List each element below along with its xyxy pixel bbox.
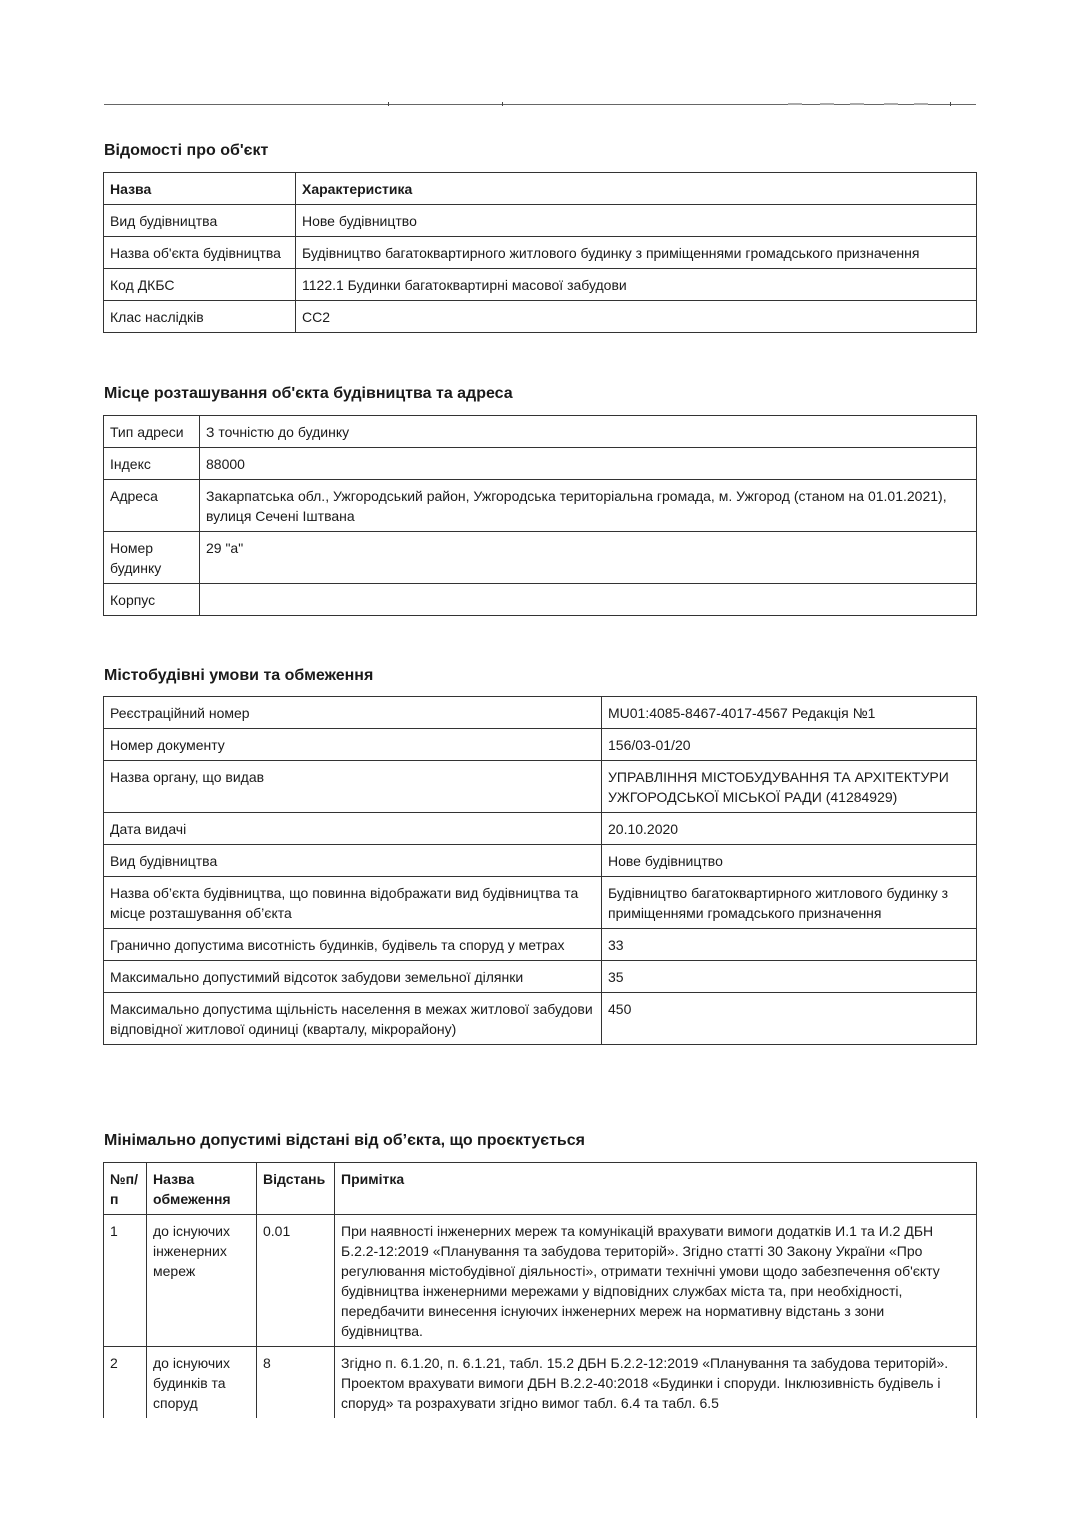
row-value: 450 — [602, 993, 977, 1045]
row-value: Нове будівництво — [296, 205, 977, 237]
location-table — [103, 415, 977, 616]
row-name: Номер будинку — [104, 532, 200, 584]
row-value: УПРАВЛІННЯ МІСТОБУДУВАННЯ ТА АРХІТЕКТУРИ УЖГОРОДСЬКОЇ МІСЬКОЇ РАДИ (41284929) — [602, 761, 977, 813]
row-value: З точністю до будинку — [200, 416, 977, 448]
rule-dash — [914, 103, 928, 105]
rule-dash — [884, 103, 898, 105]
row-name: Корпус — [104, 584, 200, 616]
row-name: Дата видачі — [104, 813, 602, 845]
row-value: 156/03-01/20 — [602, 729, 977, 761]
row-name: Код ДКБС — [104, 269, 296, 301]
table-row — [104, 301, 977, 333]
rule-dash — [788, 103, 802, 105]
row-name: Тип адреси — [104, 416, 200, 448]
table-row — [104, 1215, 977, 1347]
row-name: Вид будівництва — [104, 845, 602, 877]
header-num: №п/п — [104, 1163, 147, 1215]
rule-tick — [950, 102, 951, 106]
row-value: 1122.1 Будинки багатоквартирні масової забудови — [296, 269, 977, 301]
rule-dash — [850, 103, 864, 105]
row-name: Клас наслідків — [104, 301, 296, 333]
conditions-table — [103, 696, 977, 1045]
row-value: Закарпатська обл., Ужгородський район, Ужгородська територіальна громада, м. Ужгород (станом на 01.01.2021), вулиця Сечені Іштвана — [200, 480, 977, 532]
row-name: Реєстраційний номер — [104, 697, 602, 729]
row-name: Вид будівництва — [104, 205, 296, 237]
row-name: Назва об'єкта будівництва — [104, 237, 296, 269]
table-row — [104, 845, 977, 877]
row-name: Адреса — [104, 480, 200, 532]
table-header-row — [104, 1163, 977, 1215]
section-title-object-info: Відомості про об'єкт — [104, 142, 269, 159]
row-value: СС2 — [296, 301, 977, 333]
row-value: 88000 — [200, 448, 977, 480]
section-title-distances: Мінімально допустимі відстані від об’єкта, що проєктується — [104, 1132, 585, 1149]
row-value: 35 — [602, 961, 977, 993]
row-name: Номер документу — [104, 729, 602, 761]
row-name: Назва об’єкта будівництва, що повинна відображати вид будівництва та місце розташування об’єкта — [104, 877, 602, 929]
table-row — [104, 961, 977, 993]
header-value: Характеристика — [296, 173, 977, 205]
table-row — [104, 532, 977, 584]
header-distance: Відстань — [257, 1163, 335, 1215]
row-value: Будівництво багатоквартирного житлового будинку з приміщеннями громадського призначення — [296, 237, 977, 269]
row-distance: 0.01 — [257, 1215, 335, 1347]
table-row — [104, 480, 977, 532]
table-row — [104, 237, 977, 269]
table-row — [104, 584, 977, 616]
row-name: до існуючих інженерних мереж — [147, 1215, 257, 1347]
rule-tick — [388, 102, 389, 106]
row-value: MU01:4085-8467-4017-4567 Редакція №1 — [602, 697, 977, 729]
row-value: 20.10.2020 — [602, 813, 977, 845]
table-row — [104, 448, 977, 480]
section-title-conditions: Містобудівні умови та обмеження — [104, 667, 374, 684]
row-value — [200, 584, 977, 616]
row-value: Будівництво багатоквартирного житлового будинку з приміщеннями громадського призначення — [602, 877, 977, 929]
table-row — [104, 729, 977, 761]
table-row — [104, 1347, 977, 1419]
table-row — [104, 205, 977, 237]
row-note: Згідно п. 6.1.20, п. 6.1.21, табл. 15.2 ДБН Б.2.2-12:2019 «Планування та забудова територій». Проектом врахувати вимоги ДБН В.2.2-40:2018 «Будинки і споруди. Інклюзивність будівель і споруд» та розрахувати згідно вимог табл. 6.4 та табл. 6.5 — [335, 1347, 977, 1419]
table-row — [104, 877, 977, 929]
table-row — [104, 761, 977, 813]
object-info-table — [103, 172, 977, 333]
table-header-row — [104, 173, 977, 205]
row-name: Назва органу, що видав — [104, 761, 602, 813]
row-note: При наявності інженерних мереж та комунікацій врахувати вимоги додатків И.1 та И.2 ДБН Б.2.2-12:2019 «Планування та забудова територій». Згідно статті 30 Закону України «Про регулювання містобудівної діяльності», отримати технічні умови щодо забезпечення об'єкту будівництва інженерними мережами у відповідних службах міста та, при необхідності, передбачити винесення існуючих інженерних мереж на нормативну відстань з зони будівництва. — [335, 1215, 977, 1347]
header-name: Назва — [104, 173, 296, 205]
top-rule — [104, 104, 976, 105]
table-row — [104, 993, 977, 1045]
rule-tick — [502, 102, 503, 106]
table-row — [104, 697, 977, 729]
row-name: Максимально допустимий відсоток забудови земельної ділянки — [104, 961, 602, 993]
row-num: 1 — [104, 1215, 147, 1347]
distances-table — [103, 1162, 977, 1418]
table-row — [104, 416, 977, 448]
row-distance: 8 — [257, 1347, 335, 1419]
row-name: Гранично допустима висотність будинків, будівель та споруд у метрах — [104, 929, 602, 961]
row-name: Індекс — [104, 448, 200, 480]
table-row — [104, 813, 977, 845]
row-name: Максимально допустима щільність населення в межах житлової забудови відповідної житлової одиниці (кварталу, мікрорайону) — [104, 993, 602, 1045]
table-row — [104, 929, 977, 961]
row-value: 33 — [602, 929, 977, 961]
row-value: Нове будівництво — [602, 845, 977, 877]
row-value: 29 "а" — [200, 532, 977, 584]
row-name: до існуючих будинків та споруд — [147, 1347, 257, 1419]
header-note: Примітка — [335, 1163, 977, 1215]
table-row — [104, 269, 977, 301]
rule-dash — [820, 103, 834, 105]
row-num: 2 — [104, 1347, 147, 1419]
header-name: Назва обмеження — [147, 1163, 257, 1215]
section-title-location: Місце розташування об'єкта будівництва та адреса — [104, 385, 513, 402]
